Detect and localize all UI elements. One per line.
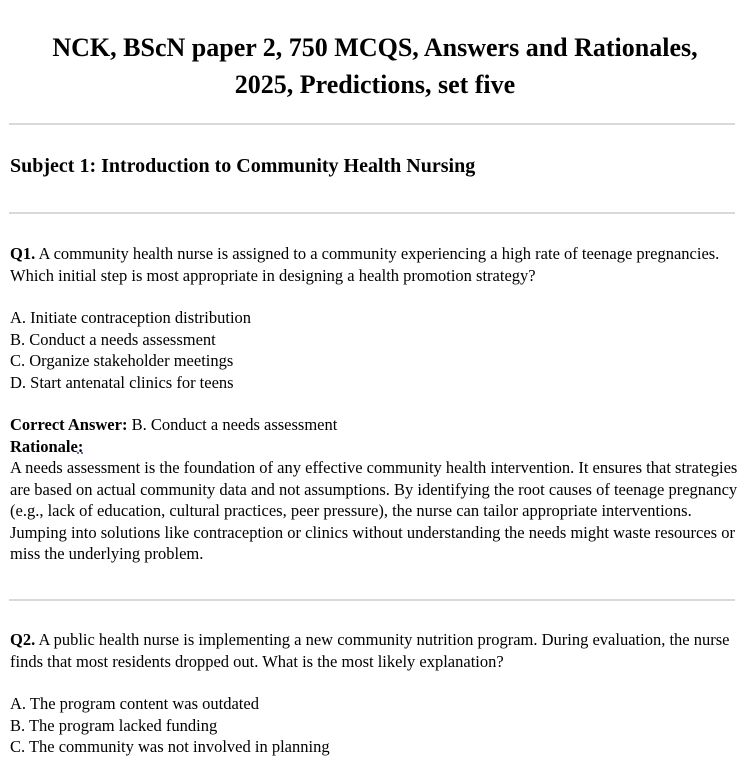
option-a: A. Initiate contraception distribution [10,308,252,327]
document-title [0,29,750,103]
question-number: Q1. [10,244,36,263]
correct-answer-label: Correct Answer: [10,415,128,434]
question-2-options [10,693,738,758]
title-line-1: NCK, BScN paper 2, 750 MCQS, Answers and Rationales, [52,33,698,62]
question-number: Q2. [10,630,36,649]
rationale-heading [10,436,738,458]
question-1-options [10,307,738,393]
question-1-answer [10,414,738,565]
option-a: A. The program content was outdated [10,694,259,713]
divider [9,212,735,214]
correct-answer-text: B. Conduct a needs assessment [131,415,338,434]
question-1-stem [10,243,738,286]
option-b: B. The program lacked funding [10,715,218,735]
title-line-2: 2025, Predictions, set five [234,70,516,99]
rationale-text: A needs assessment is the foundation of any effective community health intervention. It ensures that strategies are based on actual community data and not assumptions. By identifying the root causes of teenage pregnancy (e.g., lack of education, cultural practices, peer pressure), the nurse can tailor appropriate interventions. Jumping into solutions like contraception or clinics without understanding the needs might waste resources or miss the underlying problem. [10,458,738,563]
rationale-colon: : [77,436,84,456]
option-c: C. The community was not involved in planning [10,737,330,756]
question-text: A public health nurse is implementing a new community nutrition program. During evaluation, the nurse finds that most residents dropped out. What is the most likely explanation? [10,630,730,671]
question-2-stem [10,629,738,672]
divider [9,599,735,601]
rationale-label: Rationale [10,436,78,456]
subject-heading: Subject 1: Introduction to Community Health Nursing [10,155,476,177]
correct-answer-line [10,414,738,436]
divider [9,123,735,125]
option-d: D. Start antenatal clinics for teens [10,372,234,392]
question-text: A community health nurse is assigned to a community experiencing a high rate of teenage pregnancies. Which initial step is most appropriate in designing a health promotion strategy? [10,244,720,285]
option-c: C. Organize stakeholder meetings [10,351,234,370]
option-b: B. Conduct a needs assessment [10,329,216,349]
